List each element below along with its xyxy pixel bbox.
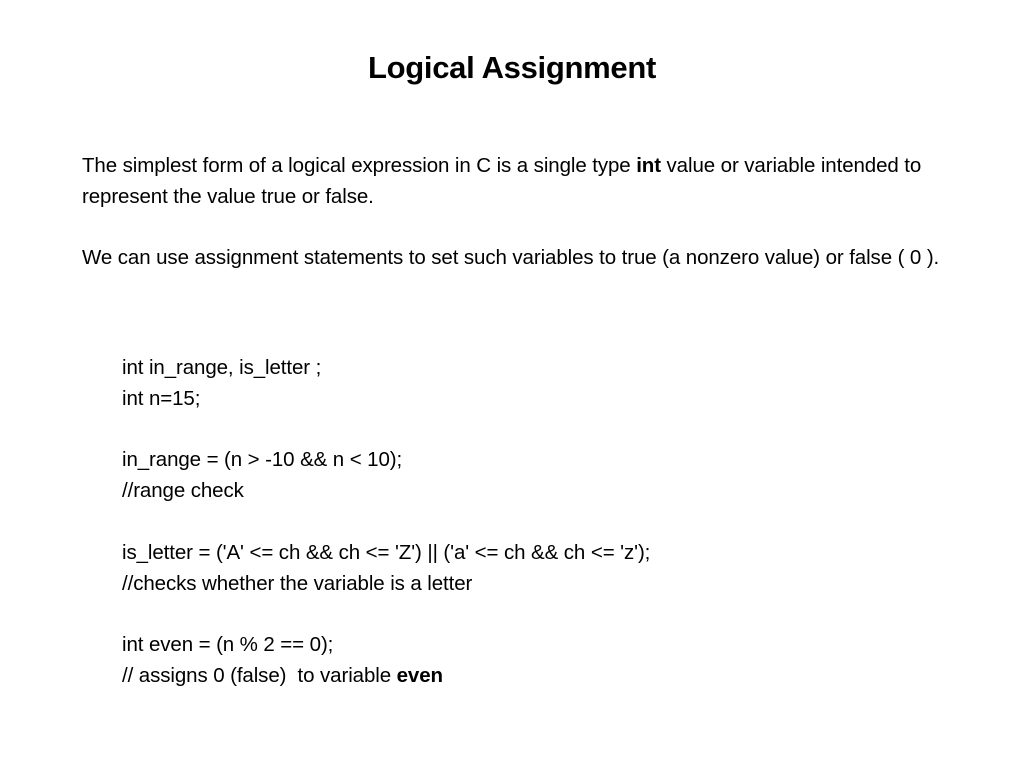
code-block: [122, 353, 982, 692]
code-line-declaration: int in_range, is_letter ;: [122, 356, 322, 379]
code-line-even: int even = (n % 2 == 0);: [122, 633, 334, 657]
code-line-is-letter: is_letter = ('A' <= ch && ch <= 'Z') || ('a' <= ch && ch <= 'z');: [122, 540, 651, 564]
assignment-paragraph: We can use assignment statements to set such variables to true (a nonzero value) or false ( 0 ).: [82, 246, 940, 269]
slide-title: Logical Assignment: [368, 50, 656, 85]
intro-paragraph: [82, 150, 972, 212]
intro-text-end: value or variable intended to represent the value true or false.: [82, 154, 922, 208]
even-variable: even: [396, 663, 443, 687]
code-spacer: [122, 599, 982, 630]
code-comment-letter-check: //checks whether the variable is a letter: [122, 571, 473, 595]
code-line-init-n: int n=15;: [122, 386, 201, 410]
int-keyword: int: [636, 154, 661, 177]
code-comment-even-text: // assigns 0 (false) to variable: [122, 663, 397, 687]
code-spacer: [122, 415, 982, 446]
code-comment-even: [122, 661, 982, 692]
code-line-in-range: in_range = (n > -10 && n < 10);: [122, 448, 403, 472]
code-comment-range-check: //range check: [122, 479, 244, 503]
code-spacer: [122, 507, 982, 538]
intro-text-start: The simplest form of a logical expression in C is a single type: [82, 154, 637, 177]
